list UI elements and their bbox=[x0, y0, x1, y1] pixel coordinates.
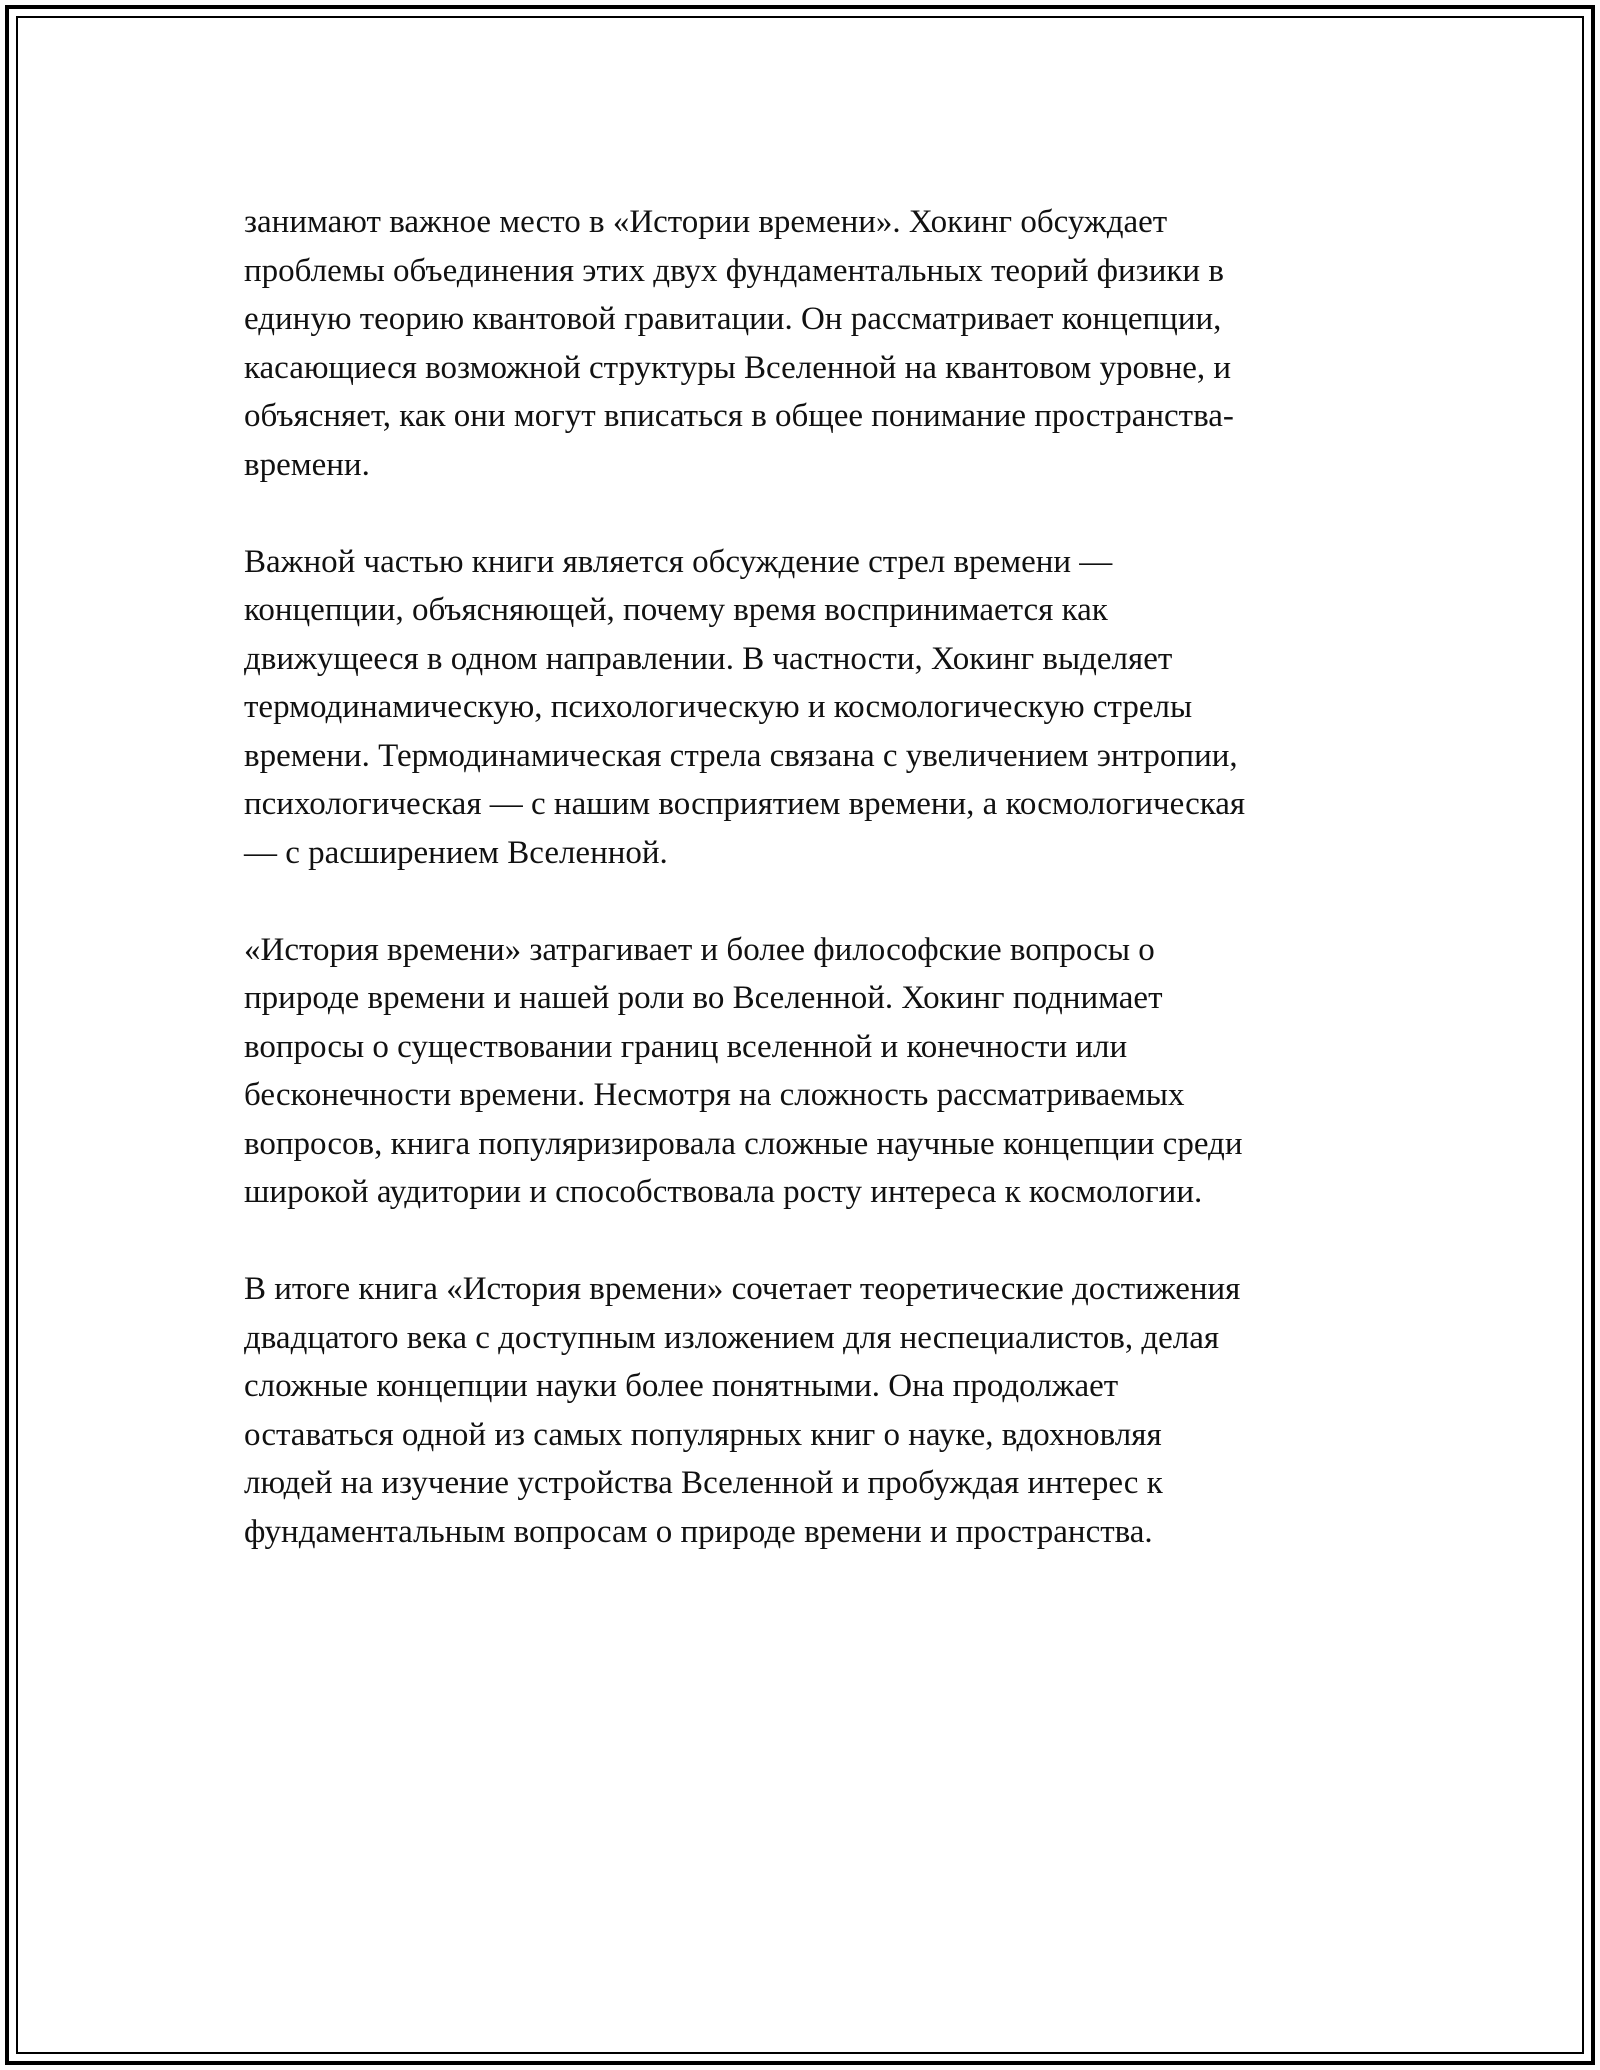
page-frame bbox=[5, 5, 1595, 2065]
paragraph-conclusion: В итоге книга «История времени» сочетает теоретические достижения двадцатого века с доступным изложением для неспециалистов, делая сложные концепции науки более понятными. Она продолжает оставаться одной из самых популярных книг о науке, вдохновляя людей на изучение устройства Вселенной и пробуждая интерес к фундаментальным вопросам о природе времени и пространства. bbox=[244, 1271, 1241, 1550]
paragraph-philosophical-questions: «История времени» затрагивает и более философские вопросы о природе времени и нашей роли во Вселенной. Хокинг поднимает вопросы о существовании границ вселенной и конечности или бесконечности времени. Несмотря на сложность рассматриваемых вопросов, книга популяризировала сложные научные концепции среди широкой аудитории и способствовала росту интереса к космологии. bbox=[244, 931, 1243, 1210]
document-body bbox=[244, 198, 1384, 1605]
paragraph-quantum-gravity: занимают важное место в «Истории времени». Хокинг обсуждает проблемы объединения этих двух фундаментальных теорий физики в единую теорию квантовой гравитации. Он рассматривает концепции, касающиеся возможной структуры Вселенной на квантовом уровне, и объясняет, как они могут вписаться в общее понимание пространства- времени. bbox=[244, 204, 1234, 483]
paragraph-arrows-of-time: Важной частью книги является обсуждение стрел времени — концепции, объясняющей, почему время воспринимается как движущееся в одном направлении. В частности, Хокинг выделяет термодинамическую, психологическую и космологическую стрелы времени. Термодинамическая стрела связана с увеличением энтропии, психологическая — с нашим восприятием времени, а космологическая — с расширением Вселенной. bbox=[244, 543, 1246, 871]
